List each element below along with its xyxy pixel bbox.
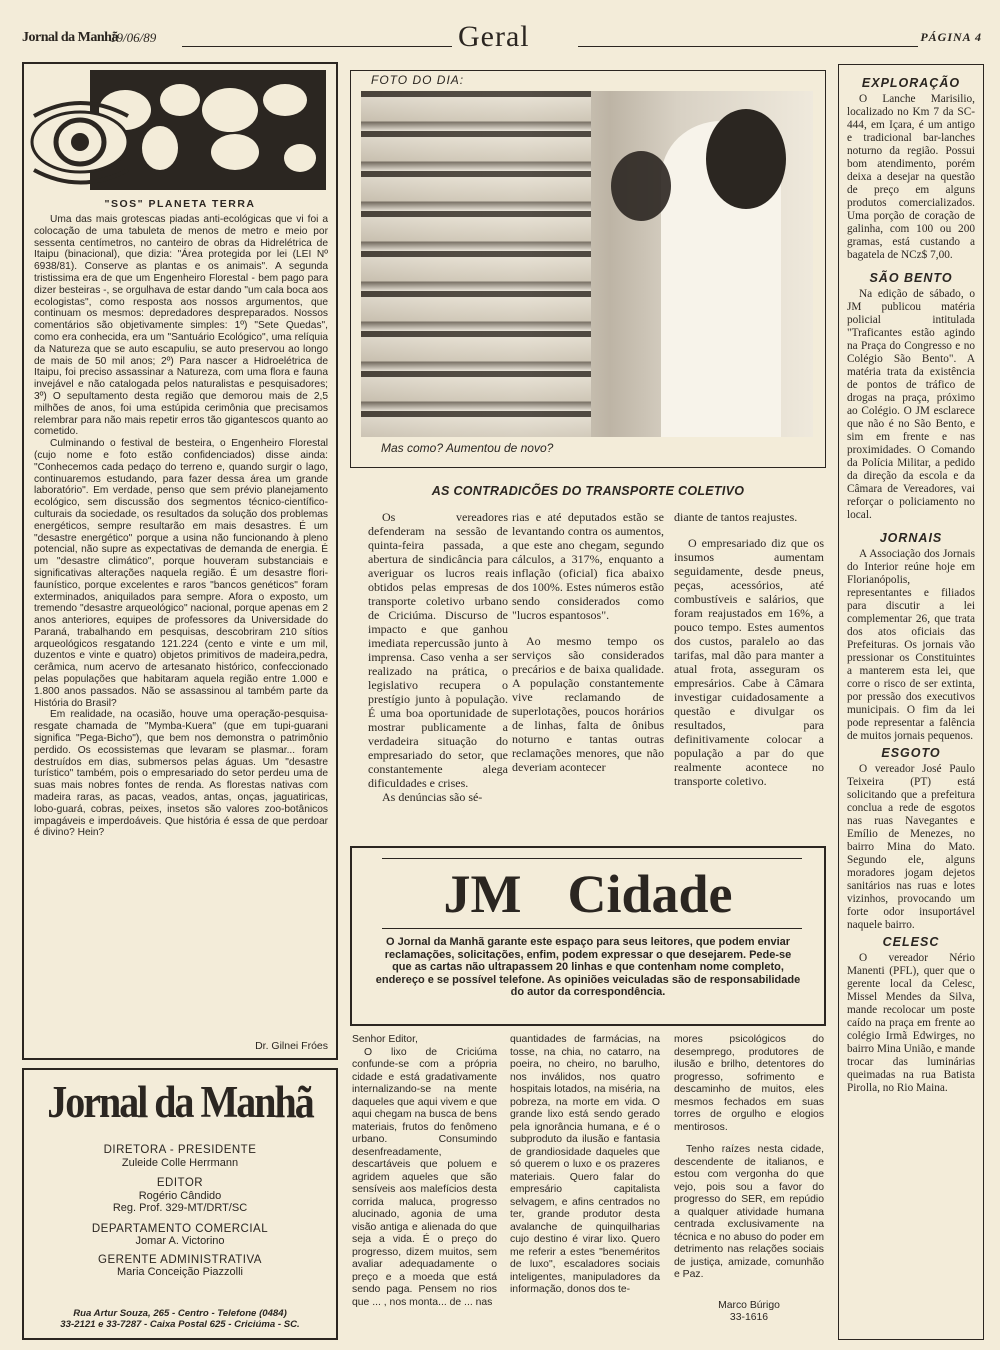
- section-title: Geral: [458, 20, 530, 53]
- right-section-text: O vereador Nério Manenti (PFL), quer que o gerente local da Celesc, Missel Mendes da Silva, mande recolocar um poste caído na praça em frente ao colégio Irmã Edwirges, no bairro Mina União, e mande trocar das luminárias queimadas na rua Batista Pirolla, no Rio Maina.: [847, 952, 975, 1094]
- staff-label: DIRETORA - PRESIDENTE: [103, 1144, 257, 1156]
- transport-paragraph: rias e até deputados estão se levantando contra os aumentos, que este ano chegam, segundo cálculos, a 317%, enquanto a inflação (oficial) fica abaixo dos 100%. Estes números estão sendo considerados como "lucros espantosos".: [512, 510, 664, 622]
- transport-headline: AS CONTRADICÕES DO TRANSPORTE COLETIVO: [431, 484, 745, 498]
- masthead-date: 19/06/89: [110, 30, 157, 45]
- transport-paragraph: Os vereadores defenderam na sessão de quinta-feira passada, a abertura de sindicância para averiguar os lucros reais obtidos pelas empresas de transporte coletivo urbano de Criciúma. Discurso de impacto e que ganhou imediata repercussão junto à imprensa. Caso venha a ser realizado na prática, o legislativo recupera o prestígio junto à população. É uma boa oportunidade de mostrar publicamente a verdadeira situação do empresariado do setor, que constantemente alega dificuldades e crises.: [368, 510, 508, 790]
- right-section-text: A Associação dos Jornais do Interior reúne hoje em Florianópolis, representantes e filiados para discutir a lei complementar 26, que trata dos atos oficiais das Prefeituras. Os jornais vão pressionar os Constituintes a manterem esta lei, que corre o risco de ser extinta, por pressão dos executivos municipais. O fim da lei pode representar a falência de muitos jornais pequenos.: [847, 548, 975, 742]
- right-section-head: CELESC: [882, 935, 940, 949]
- photo-box: [350, 70, 826, 468]
- jm-cidade-title: [352, 862, 824, 926]
- photo-person-hair: [706, 109, 786, 209]
- staff-label: GERENTE ADMINISTRATIVA: [98, 1253, 262, 1266]
- staff-name: Reg. Prof. 329-MT/DRT/SC: [112, 1202, 248, 1214]
- letter-col-2: [510, 1034, 660, 1297]
- transport-paragraph: diante de tantos reajustes.: [674, 510, 798, 524]
- staff-address-line: 33-2121 e 33-7287 - Caixa Postal 625 - Criciúma - SC.: [60, 1319, 300, 1330]
- photo-label: FOTO DO DIA:: [371, 73, 465, 87]
- sos-paragraph: Uma das mais grotescas piadas anti-ecológicas que vi foi a colocação de uma tabuleta de menos de metro e meio por sessenta centímetros, no canteiro de obras da Hidrelétrica de Itaipu (binacional), que dizia: "Área protegida por lei (LEI Nº 6938/81). Conserve as plantas e os animais". A segunda tristissima era de que um Engenheiro Florestal - bem pago para dizer besteiras -, se orgulhava de estar dando "um cala boca aos ecologistas", como resposta aos nossos argumentos, que continuam os mesmos: depredadores despreparados. Nossos comentários são objetivamente simples: 1º) "Sete Quedas", como era conhecida, era um "Santuário Ecológico", uma relíquia da Natureza que se auto escapuliu, se auto preservou ao longo de mais de 50 mil anos; 2º) Para nascer a Hidroelétrica de Itaipu, foi preciso assassinar a Natureza, com uma flora e fauna invejável e não catalogada pelos naturalistas e pesquisadores; 3º) O sepultamento desta região que demorou mais de 2,5 milhões de anos, foi uma estúpida cerimônia que precisamos relembrar para não mais repetir erros tão gigantescos quanto ao cometido.: [34, 214, 328, 438]
- staff-label: DEPARTAMENTO COMERCIAL: [91, 1222, 269, 1235]
- jm-cidade-notice: O Jornal da Manhã garante este espaço para seus leitores, que podem enviar reclamações, solicitações, enfim, podem expressar o que desejarem. Pede-se que as cartas não ultrapassem 20 linhas e que contenham nome completo, endereço e se possível telefone. As opiniões veiculadas são de responsabilidade do autor da correspondência.: [375, 936, 801, 998]
- sos-body: [34, 214, 328, 839]
- jm-cidade-title-jm: JM: [443, 864, 522, 924]
- letter-paragraph: O lixo de Criciúma confunde-se com a própria cidade e está gradativamente internalizando-se na mente daqueles que aqui vivem e que aqui chegam na busca de bens materiais, frutos do fenômeno urbano. Consumindo desenfreadamente, descartáveis que poluem e agridem aqueles que são sensíveis aos malefícios desta corrida maluca, progresso alucinado, agonia de uma visão antiga e alienada do que seja a vida. É o preço do progresso, dizem muitos, sem avaliar adequadamente o preço e a moeda que está sendo paga. Pensem no rios que ... , nos monta... de ... nas: [352, 1046, 497, 1308]
- transport-col-2: [512, 510, 664, 774]
- planet-logo-illustration: [30, 70, 330, 198]
- letter-paragraph: Tenho raízes nesta cidade, descendente de italianos, e estou com vergonha do que vejo, pois sou a favor do progresso do SER, em repúdio a qualquer atividade humana centrada exclusivamente na técnica e no abuso do poder em detrimento nas relações sociais de justiça, amizade, comunhão e Paz.: [674, 1144, 824, 1280]
- jm-cidade-box: [350, 846, 826, 1026]
- sos-paragraph: Em realidade, na ocasião, houve uma operação-pesquisa-resgate chamada de "Mymba-Kuera" (que em tupi-guarani significa "Pega-Bicho"), que bem nos demonstra o patrimônio perdido. Os ecossistemas que levaram se plasmar... foram destruídos em dias, submersos pelas águas. Um "desastre turístico" também, pois o empresariado do setor perdeu uma de suas mais nobres fontes de renda. As florestas nativas com madeira raras, as pacas, veados, antas, onças, jaguatiricas, lobo-guará, cobras, peixes, insetos são valores zoo-botânicos impagáveis e imperdoáveis. Que história é essa de que perdoar é divino? Hein?: [34, 709, 328, 839]
- jm-cidade-rule-top: [382, 858, 802, 859]
- photo-caption: Mas como? Aumentou de novo?: [381, 441, 554, 455]
- transport-paragraph: O empresariado diz que os insumos aumentam seguidamente, desde pneus, peças, acessórios, até combustíveis e salários, que foram reajustados em 16%, a pouco tempo. Estes aumentos dos custos, paralelo ao das tarifas, mal dão para manter a atual frota, asseguram os empresários. Cabe à Câmara investigar cuidadosamente a questão e divulgar os resultados, para definitivamente colocar a população a par do que realmente acontece no transporte coletivo.: [674, 536, 824, 788]
- page-number: PÁGINA 4: [920, 30, 982, 44]
- masthead-rule-right: [578, 46, 918, 47]
- staff-name: Rogério Cândido: [138, 1189, 222, 1202]
- staff-name: Maria Conceição Piazzolli: [117, 1266, 243, 1278]
- transport-col-1: [368, 510, 508, 804]
- letter-greeting: Senhor Editor,: [352, 1034, 418, 1045]
- sos-title: "SOS" PLANETA TERRA: [104, 198, 256, 210]
- right-column-box: [838, 64, 984, 1340]
- letter-phone: 33-1616: [729, 1312, 769, 1323]
- letter-col-3: [674, 1034, 824, 1325]
- photo-person-2: [611, 151, 671, 221]
- staff-name: Zuleide Colle Herrmann: [121, 1156, 239, 1169]
- right-section-head: EXPLORAÇÃO: [861, 76, 961, 90]
- right-section-text: O Lanche Marisilio, localizado no Km 7 da SC-444, em Içara, é um antigo e tradicional bar-lanches noturno da região. Possui bom atendimento, porém deixa a desejar na questão de preço em alguns produtos comercializados. Uma porção de coração de galinha, com 100 ou 200 gramas, está custando a bagatela de NCz$ 7,00.: [847, 93, 975, 261]
- right-section-head: SÃO BENTO: [869, 271, 953, 285]
- staff-name: Jomar A. Victorino: [135, 1235, 225, 1247]
- right-section-head: ESGOTO: [881, 746, 941, 760]
- staff-address-line: Rua Artur Souza, 265 - Centro - Telefone (0484): [73, 1308, 287, 1319]
- letter-signature: Marco Búrigo: [718, 1299, 780, 1311]
- transport-paragraph: As denúncias são sé-: [382, 790, 483, 804]
- sos-author: Dr. Gilnei Fróes: [255, 1040, 328, 1052]
- staff-address: [24, 1308, 336, 1330]
- jm-cidade-rule-bottom: [382, 928, 802, 929]
- transport-col-3: [674, 510, 824, 788]
- letter-paragraph: quantidades de farmácias, na tosse, na chia, no catarro, na poeira, no cheiro, no barulho, nos inválidos, nos quatro hospitais lotados, na miséria, na pobreza, na morte em vida. O grande lixo está sendo gerado pela ignorância humana, e é o subproduto da ilusão e fantasia de grandiosidade daqueles que só querem o luxo e os prazeres materiais. Quero falar do empresário capitalista selvagem, e afins centrados no ter, grande produtor desta avalanche de quinquilharias cujo destino é virar lixo. Quero me referir a estes "beneméritos de luxo", escaladores sociais inteligentes, manipuladores da informação, donos dos te-: [510, 1034, 660, 1295]
- staff-list: [24, 1144, 336, 1279]
- masthead: [22, 22, 982, 58]
- right-column-body: [847, 73, 975, 1095]
- masthead-rule-left: [182, 46, 452, 47]
- photo-supermarket: [361, 91, 813, 437]
- sos-column-box: [22, 62, 338, 1060]
- right-section-head: JORNAIS: [879, 531, 943, 545]
- right-section-text: O vereador José Paulo Teixeira (PT) está solicitando que a prefeitura conclua a rede de esgotos nas ruas Navegantes e Emílio de Menezes, no bairro Mina do Mato. Segundo ele, alguns moradores jogam dejetos sanitários nas ruas e lotes vizinhos, provocando um forte odor insuportável naquele bairro.: [847, 763, 975, 931]
- photo-shelves: [361, 91, 591, 437]
- letter-paragraph: mores psicológicos do desemprego, produtores de ilusão e brilho, detentores do progresso, sofrimento e descaminho de muitos, eles mesmos fechados em suas torres de orgulho e elogios mentirosos.: [674, 1034, 824, 1133]
- jm-cidade-title-cidade: Cidade: [567, 864, 733, 924]
- transport-paragraph: Ao mesmo tempo os serviços são considerados precários e de baixa qualidade. A população constantemente vive reclamando de superlotações, poucos horários de linhas, falta de ônibus noturno e tantas outras reclamações menores, que não deveriam acontecer: [512, 634, 664, 774]
- staff-logo: Jornal da Manhã: [47, 1075, 313, 1128]
- sos-paragraph: Culminando o festival de besteira, o Engenheiro Florestal (cujo nome e foto estão confidenciados) disse ainda: "Conhecemos cada pedaço do terreno e, quando surgir o lago, continuaremos estudando, para fazer dessa área um grande laboratório". Em verdade, penso que sem prévio planejamento ecológico, sem discussão dos segmentos técnico-científico-culturais da sociedade, os resultados da solução dos problemas energéticos, sempre resultarão em mais desastres. É um "desastre energético" porque a usina não funcionando à pleno potencial, não supre as expectativas de demanda de energia. É um "desastre climático", porque houveram substanciais e significativas alterações naquela região. É um desastre flori-faunístico, porque excelentes e raros "bancos genéticos" foram exterminados, aniquilados para sempre. Afora o exposto, um tremendo "desastre arqueológico" nacional, porque apenas em 2 anos anteriores, equipes de professores da Universidade do Paraná, trabalhando em pesquisas, descobriram 210 sítios arqueológicos resgatando 121.224 (cento e vinte e um mil, duzentos e vinte e quatro) objetos primitivos de madeira,pedra, cerâmica, num acervo de artesanato histórico, confeccionado pelas populações que habitaram aquela região entre 1.000 e 1.800 anos passados. Não se assassinou al também parte da História do Brasil?: [34, 438, 328, 709]
- staff-box: [22, 1068, 338, 1340]
- right-section-text: Na edição de sábado, o JM publicou matéria policial intitulada "Traficantes estão agindo na Praça do Congresso e no Colégio São Bento". A matéria trata da existência de pontos de tráfico de drogas na praça, próximo ao Colégio. O JM esclarece que não é no São Bento, e sim em frente e nas proximidades. O Comando da Polícia Militar, a pedido da direção da escola e da Câmara de Vereadores, vai reforçar o policiamento no local.: [847, 288, 975, 521]
- masthead-paper-name: Jornal da Manhã: [22, 30, 118, 45]
- staff-label: EDITOR: [156, 1177, 204, 1189]
- letter-col-1: [352, 1034, 497, 1309]
